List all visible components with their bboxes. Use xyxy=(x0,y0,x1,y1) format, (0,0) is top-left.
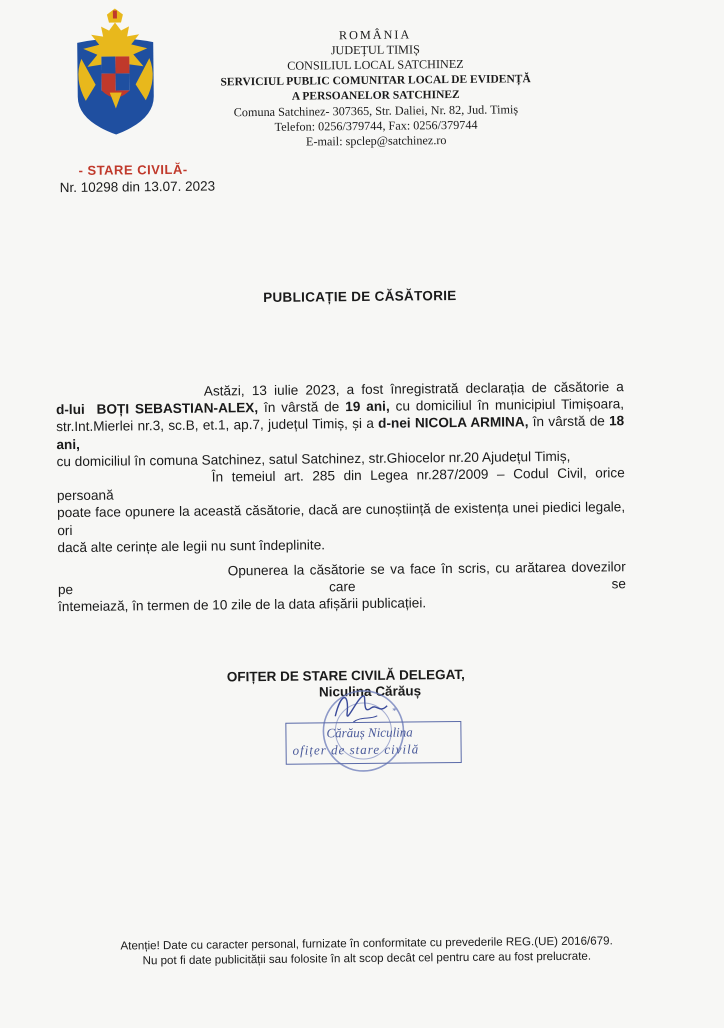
footer-line-1: Atenție! Date cu caracter personal, furnizate în conformitate cu prevederile REG.(UE) 2016/679. xyxy=(120,934,613,953)
romania-coat-of-arms-icon xyxy=(69,8,162,137)
header-phone: Telefon: 0256/379744, Fax: 0256/379744 xyxy=(274,117,478,135)
svg-text:*: * xyxy=(392,705,397,716)
opposition-text-2: întemeiază, în termen de 10 zile de la data afișării publicației. xyxy=(58,595,427,615)
bride-name: d-nei NICOLA ARMINA, xyxy=(378,414,529,432)
institution-header xyxy=(210,26,541,151)
legal-text-2: poate face opunere la această căsătorie, dacă are cunoștiință de existența unei piedici legale, ori xyxy=(57,499,626,538)
groom-age-text: în vârstă de xyxy=(263,399,340,416)
bride-age-text: în vârstă de xyxy=(532,413,605,430)
footer-line-2: Nu pot fi date publicității sau folosite în alt scop decât cel pentru care au fost prelucrate. xyxy=(142,949,592,968)
legal-text-3: dacă alte cerințe ale legii nu sunt îndeplinite. xyxy=(57,537,326,555)
stamp-role: ofițer de stare civilă xyxy=(292,741,420,758)
legal-basis: În temeiul art. 285 din Legea nr.287/2009 – Codul Civil, orice persoană xyxy=(56,465,625,504)
header-service-line2: A PERSOANELOR SATCHINEZ xyxy=(291,88,460,103)
registration-number: Nr. 10298 din 13.07. 2023 xyxy=(59,178,216,196)
header-service-line1: SERVICIUL PUBLIC COMUNITAR LOCAL DE EVIDENȚĂ xyxy=(220,72,531,89)
header-country: ROMÂNIA xyxy=(338,27,412,43)
bride-age: 18 ani, xyxy=(56,413,625,452)
bride-domicile: cu domiciliul în comuna Satchinez, satul Satchinez, str.Ghiocelor nr.20 Ajudețul Timiș, xyxy=(56,448,571,469)
groom-age: 19 ani, xyxy=(345,398,390,415)
header-council: CONSILIUL LOCAL SATCHINEZ xyxy=(287,57,464,74)
department-label: - STARE CIVILĂ- xyxy=(78,161,188,178)
privacy-footer xyxy=(5,932,724,970)
officer-role: OFIȚER DE STARE CIVILĂ DELEGAT, xyxy=(226,666,465,685)
header-county: JUDEȚUL TIMIȘ xyxy=(330,42,420,58)
officer-name: Niculina Cărăuș xyxy=(318,683,422,700)
document-title: PUBLICAȚIE DE CĂSĂTORIE xyxy=(263,287,457,306)
name-stamp xyxy=(285,721,461,765)
publication-body xyxy=(56,378,626,616)
groom-domicile-intro: cu domiciliul în municipiul Timișoara, xyxy=(395,396,625,414)
opposition-line-1 xyxy=(58,558,626,598)
opposition-text-1: Opunerea la căsătorie se va face în scris, cu arătarea dovezilor pe care se xyxy=(57,559,626,598)
groom-address-line xyxy=(56,413,624,453)
groom-address: str.Int.Mierlei nr.3, sc.B, et.1, ap.7, județul Timiș, și a xyxy=(56,416,374,435)
stamp-name: Cărăuș Niculina xyxy=(326,724,413,741)
groom-name: BOȚI SEBASTIAN-ALEX, xyxy=(96,400,259,417)
groom-prefix: d-lui xyxy=(55,402,85,418)
header-email: E-mail: spclep@satchinez.ro xyxy=(305,133,447,149)
intro-text: Astăzi, 13 iulie 2023, a fost înregistrată declarația de căsătorie a xyxy=(203,379,624,399)
header-address: Comuna Satchinez- 307365, Str. Daliei, Nr. 82, Jud. Timiș xyxy=(233,102,519,120)
